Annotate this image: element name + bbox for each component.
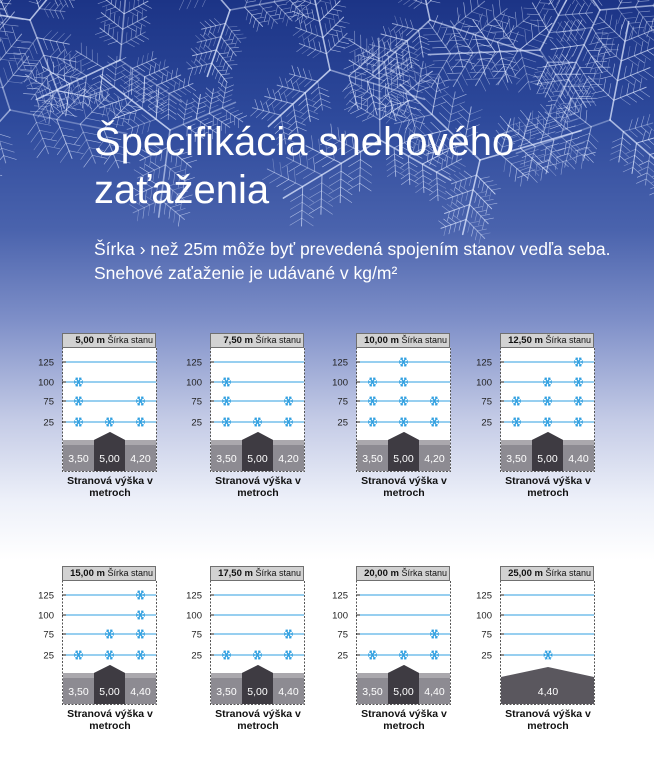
snowflake-icon (221, 377, 231, 387)
load-tick-label: 100 (476, 377, 492, 389)
snowflake-icon (573, 377, 583, 387)
snowflake-icon (283, 417, 293, 427)
load-tick-label: 25 (481, 417, 492, 429)
load-tick-label: 25 (337, 417, 348, 429)
side-height-label: 4,20 (424, 453, 445, 465)
snowflake-icon (135, 629, 145, 639)
subtitle-line-1: Šírka › než 25m môže byť prevedená spojením stanov vedľa seba. (94, 239, 611, 259)
tent-width-header (500, 566, 594, 581)
tent-width-header (210, 333, 304, 348)
load-tick-label: 100 (476, 610, 492, 622)
load-tick-label: 125 (332, 357, 348, 369)
snowflake-icon (573, 396, 583, 406)
snowflake-icon (398, 377, 408, 387)
tent-width-value: 10,00 m (364, 335, 399, 346)
snowflake-icon (221, 417, 231, 427)
tent-width-header (500, 333, 594, 348)
tent-width-value: 12,50 m (508, 335, 543, 346)
tent-width-header (62, 333, 156, 348)
tent-width-label: Šírka stanu (104, 335, 153, 345)
load-tick-label: 25 (191, 417, 202, 429)
snowflake-icon (104, 629, 114, 639)
side-height-label: 5,00 (393, 453, 414, 465)
load-tick-label: 25 (191, 650, 202, 662)
side-height-caption: Stranová výška v metroch (67, 475, 153, 499)
load-tick-label: 75 (337, 629, 348, 641)
side-height-label: 3,50 (216, 686, 237, 698)
snowflake-icon (283, 629, 293, 639)
snowflake-icon (221, 396, 231, 406)
side-height-caption: Stranová výška v metroch (361, 708, 447, 732)
side-height-label: 5,00 (99, 686, 120, 698)
tent-width-value: 25,00 m (508, 568, 543, 579)
load-tick-label: 75 (337, 396, 348, 408)
snowflake-icon (252, 650, 262, 660)
snow-load-panel (478, 566, 602, 736)
side-height-label: 4,20 (278, 453, 299, 465)
snow-load-panel (478, 333, 602, 503)
side-height-label: 4,40 (130, 686, 151, 698)
tent-width-value: 7,50 m (223, 335, 253, 346)
page-title: Špecifikácia snehového zaťaženia (94, 120, 515, 212)
side-height-label: 3,50 (216, 453, 237, 465)
load-tick-label: 75 (191, 396, 202, 408)
tent-width-label: Šírka stanu (398, 568, 447, 578)
snowflake-icon (252, 417, 262, 427)
tent-width-label: Šírka stanu (542, 568, 591, 578)
side-height-label: 4,40 (278, 686, 299, 698)
load-tick-label: 75 (43, 396, 54, 408)
snowflake-icon (429, 629, 439, 639)
side-height-caption: Stranová výška v metroch (215, 708, 301, 732)
tent-width-header (62, 566, 156, 581)
snow-load-panel (40, 333, 164, 503)
load-tick-label: 100 (38, 610, 54, 622)
tent-width-label: Šírka stanu (252, 335, 301, 345)
load-tick-label: 100 (332, 610, 348, 622)
snow-load-panel (188, 333, 312, 503)
snowflake-icon (135, 610, 145, 620)
load-tick-label: 125 (476, 590, 492, 602)
side-height-label: 5,00 (247, 453, 268, 465)
snowflake-icon (542, 417, 552, 427)
tent-width-value: 17,50 m (218, 568, 253, 579)
side-height-label: 5,00 (537, 453, 558, 465)
load-tick-label: 100 (332, 377, 348, 389)
side-height-label: 5,00 (393, 686, 414, 698)
side-height-label: 3,50 (68, 453, 89, 465)
snowflake-icon (367, 396, 377, 406)
subtitle (94, 237, 644, 285)
tent-width-label: Šírka stanu (252, 568, 301, 578)
load-tick-label: 25 (43, 650, 54, 662)
subtitle-line-2: Snehové zaťaženie je udávané v kg/m² (94, 263, 398, 283)
snowflake-icon (429, 396, 439, 406)
tent-width-value: 20,00 m (364, 568, 399, 579)
snow-load-panel (334, 566, 458, 736)
snowflake-icon (429, 417, 439, 427)
side-height-label: 3,50 (362, 453, 383, 465)
tent-width-value: 15,00 m (70, 568, 105, 579)
snow-load-chart (334, 333, 458, 473)
snowflake-icon (367, 377, 377, 387)
snow-load-chart (334, 566, 458, 706)
load-tick-label: 125 (186, 357, 202, 369)
load-tick-label: 25 (43, 417, 54, 429)
snowflake-icon (73, 377, 83, 387)
snowflake-icon (542, 396, 552, 406)
snow-load-panel (334, 333, 458, 503)
load-tick-label: 125 (476, 357, 492, 369)
snowflake-icon (542, 377, 552, 387)
snowflake-icon (73, 417, 83, 427)
side-height-label: 3,50 (68, 686, 89, 698)
side-height-label: 5,00 (99, 453, 120, 465)
side-height-caption: Stranová výška v metroch (505, 475, 591, 499)
snowflake-icon (135, 650, 145, 660)
snowflake-icon (283, 396, 293, 406)
snowflake-icon (543, 650, 553, 660)
load-tick-label: 125 (186, 590, 202, 602)
snow-load-chart (478, 333, 602, 473)
side-height-label: 4,40 (537, 686, 559, 698)
snowflake-icon (398, 650, 408, 660)
load-tick-label: 125 (332, 590, 348, 602)
side-height-label: 3,50 (362, 686, 383, 698)
side-height-caption: Stranová výška v metroch (67, 708, 153, 732)
snowflake-icon (367, 650, 377, 660)
snowflake-icon (135, 396, 145, 406)
side-height-label: 5,00 (247, 686, 268, 698)
snowflake-icon (367, 417, 377, 427)
snow-load-chart (478, 566, 602, 706)
snowflake-icon (135, 590, 145, 600)
load-tick-label: 125 (38, 357, 54, 369)
side-height-label: 4,40 (424, 686, 445, 698)
side-height-label: 3,50 (506, 453, 527, 465)
snowflake-icon (135, 417, 145, 427)
load-tick-label: 75 (191, 629, 202, 641)
side-height-label: 4,20 (130, 453, 151, 465)
snowflake-icon (104, 417, 114, 427)
snowflake-icon (429, 650, 439, 660)
tent-width-header (210, 566, 304, 581)
snowflake-icon (398, 357, 408, 367)
snowflake-icon (73, 396, 83, 406)
snow-load-chart (188, 333, 312, 473)
snowflake-icon (398, 417, 408, 427)
snowflake-icon (104, 650, 114, 660)
load-tick-label: 75 (481, 629, 492, 641)
snowflake-icon (283, 650, 293, 660)
load-tick-label: 100 (186, 377, 202, 389)
tent-width-value: 5,00 m (75, 335, 105, 346)
load-tick-label: 75 (481, 396, 492, 408)
load-tick-label: 25 (337, 650, 348, 662)
load-tick-label: 75 (43, 629, 54, 641)
snow-load-panel (40, 566, 164, 736)
tent-width-label: Šírka stanu (104, 568, 153, 578)
snowflake-icon (511, 417, 521, 427)
side-height-caption: Stranová výška v metroch (215, 475, 301, 499)
tent-width-header (356, 566, 450, 581)
load-tick-label: 100 (186, 610, 202, 622)
snowflake-icon (221, 650, 231, 660)
load-tick-label: 25 (481, 650, 492, 662)
side-height-caption: Stranová výška v metroch (361, 475, 447, 499)
load-tick-label: 100 (38, 377, 54, 389)
snowflake-icon (511, 396, 521, 406)
load-tick-label: 125 (38, 590, 54, 602)
side-height-caption: Stranová výška v metroch (505, 708, 591, 732)
side-height-label: 4,40 (568, 453, 589, 465)
snow-load-chart (40, 333, 164, 473)
snow-load-chart (188, 566, 312, 706)
tent-width-label: Šírka stanu (542, 335, 591, 345)
snowflake-icon (73, 650, 83, 660)
snowflake-icon (573, 357, 583, 367)
tent-width-label: Šírka stanu (398, 335, 447, 345)
snowflake-icon (573, 417, 583, 427)
snowflake-icon (398, 396, 408, 406)
snow-load-chart (40, 566, 164, 706)
snow-load-panel (188, 566, 312, 736)
tent-width-header (356, 333, 450, 348)
